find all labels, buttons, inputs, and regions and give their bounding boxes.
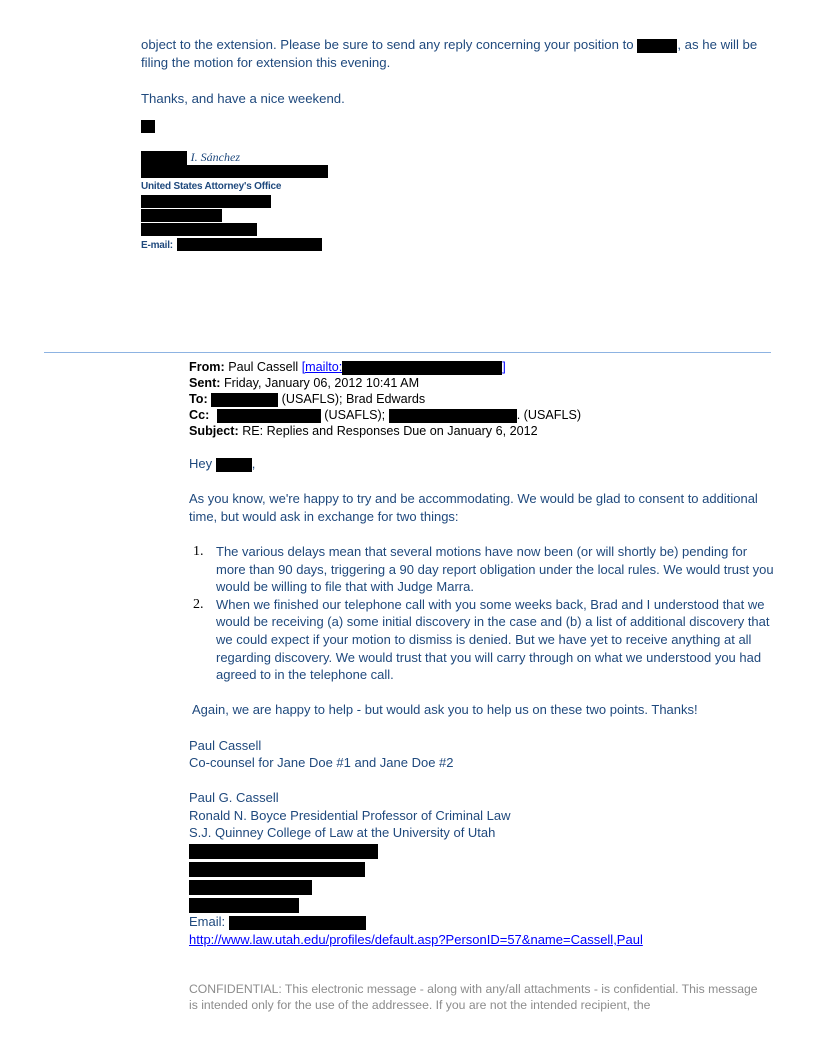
signature-title: Ronald N. Boyce Presidential Professor of Criminal Law [189,807,511,823]
redaction-block [189,862,365,877]
list-item: 1. The various delays mean that several motions have now been (or will shortly be) pending for more than 90 days, triggering a 90 day report obligation under the local rules. We would trust you would be willing to file that with Judge Marra. [193,543,774,595]
signature-name: Paul Cassell [189,737,262,753]
redaction-block [211,393,278,407]
email-header [189,359,581,439]
redaction-block [217,409,321,423]
redaction-block [141,120,155,133]
email-label: E-mail: [141,240,173,251]
profile-link[interactable]: http://www.law.utah.edu/profiles/default.asp?PersonID=57&name=Cassell,Paul [189,931,643,947]
intro-paragraph: As you know, we're happy to try and be accommodating. We would be glad to consent to additional time, but would ask in exchange for two things: [189,491,758,524]
redaction-block [177,238,322,251]
redaction-block [189,844,378,859]
redaction-block [141,151,187,165]
redaction-block [141,195,271,208]
redaction-block [141,209,222,222]
sender-signature [141,149,781,252]
redaction-block [189,898,299,913]
redaction-block [637,39,677,53]
sent-line: Sent: Friday, January 06, 2012 10:41 AM [189,376,420,390]
redaction-block [189,880,312,895]
redaction-block [216,458,252,472]
email-line: Email: [189,913,779,931]
redaction-block [342,361,502,375]
to-line: To: (USAFLS); Brad Edwards [189,392,426,406]
from-line: From: Paul Cassell [mailto: ] [189,360,506,374]
list-item: 2. When we finished our telephone call with you some weeks back, Brad and I understood that we would be receiving (a) some initial discovery in the case and (b) a list of additional discovery that we could expect if your motion to dismiss is denied. But we have yet to receive anything at all regarding discovery. We would trust that you will carry through on what we understood you had agreed to in the telephone call. [193,596,770,683]
redaction-block [141,223,257,236]
signature-role: Co-counsel for Jane Doe #1 and Jane Doe #2 [189,755,454,771]
greeting: Hey , [189,456,256,471]
tail-paragraph: object to the extension. Please be sure to send any reply concerning your position to , as he will be filing the motion for extension this evening. [141,37,758,70]
request-list [189,543,779,684]
closing-paragraph: Again, we are happy to help - but would ask you to help us on these two points. Thanks! [192,702,698,718]
sign-off: Thanks, and have a nice weekend. [141,91,345,106]
confidentiality-notice: CONFIDENTIAL: This electronic message - along with any/all attachments - is confidential. This message is intended only for the use of the addressee. If you are not the intended recipient, the [189,982,758,1012]
subject-line: Subject: RE: Replies and Responses Due on January 6, 2012 [189,424,538,438]
redaction-block [389,409,517,423]
message-divider [44,352,771,353]
signature-full-name: Paul G. Cassell [189,790,279,806]
redaction-block [141,165,328,178]
signature-name: I. Sánchez [190,150,240,164]
mailto-link[interactable]: [mailto: ] [301,360,506,374]
email-body [189,455,779,948]
previous-message-tail [141,36,781,252]
signature-office: United States Attorney's Office [141,181,282,192]
redaction-block [229,916,366,930]
signature-school: S.J. Quinney College of Law at the University of Utah [189,825,496,841]
cc-line: Cc: (USAFLS); . (USAFLS) [189,408,582,422]
